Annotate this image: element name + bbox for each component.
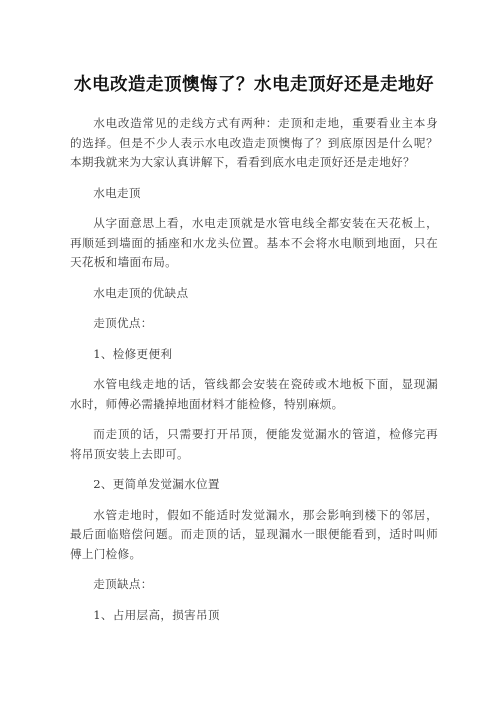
document-title: 水电改造走顶懊悔了？水电走顶好还是走地好 xyxy=(74,75,434,95)
pro-item-1-paragraph-b: 而走顶的话，只需要打开吊顶，便能发觉漏水的管道，检修完再将吊顶安装上去即可。 xyxy=(70,427,438,461)
pro-item-2-heading: 2、更简单发觉漏水位置 xyxy=(93,477,220,491)
con-item-1-heading: 1、占用层高，损害吊顶 xyxy=(93,607,220,622)
pros-label: 走顶优点： xyxy=(93,316,153,330)
pro-item-2-paragraph: 水管走地时，假如不能适时发觉漏水，那会影响到楼下的邻居，最后面临赔偿问题。而走顶的话，显现漏水一眼便能看到，适时叫师傅上门检修。 xyxy=(70,507,438,561)
pro-item-1-heading: 1、检修更便利 xyxy=(93,346,173,361)
section-heading-pros-cons: 水电走顶的优缺点 xyxy=(93,285,189,300)
intro-paragraph: 水电改造常见的走线方式有两种：走顶和走地，重要看业主本身的选择。但是不少人表示水电改造走顶懊悔了？到底原因是什么呢？本期我就来为大家认真讲解下，看看到底水电走顶好还是走地好？ xyxy=(70,116,438,169)
section-heading-ceiling-routing: 水电走顶 xyxy=(93,185,141,200)
definition-paragraph: 从字面意思上看，水电走顶就是水管电线全都安装在天花板上，再顺延到墙面的插座和水龙头位置。基本不会将水电顺到地面，只在天花板和墙面布局。 xyxy=(70,216,438,269)
pro-item-1-paragraph-a: 水管电线走地的话，管线都会安装在瓷砖或木地板下面，显现漏水时，师傅必需撬掉地面材料才能检修，特别麻烦。 xyxy=(70,377,438,411)
cons-label: 走顶缺点： xyxy=(93,577,153,591)
